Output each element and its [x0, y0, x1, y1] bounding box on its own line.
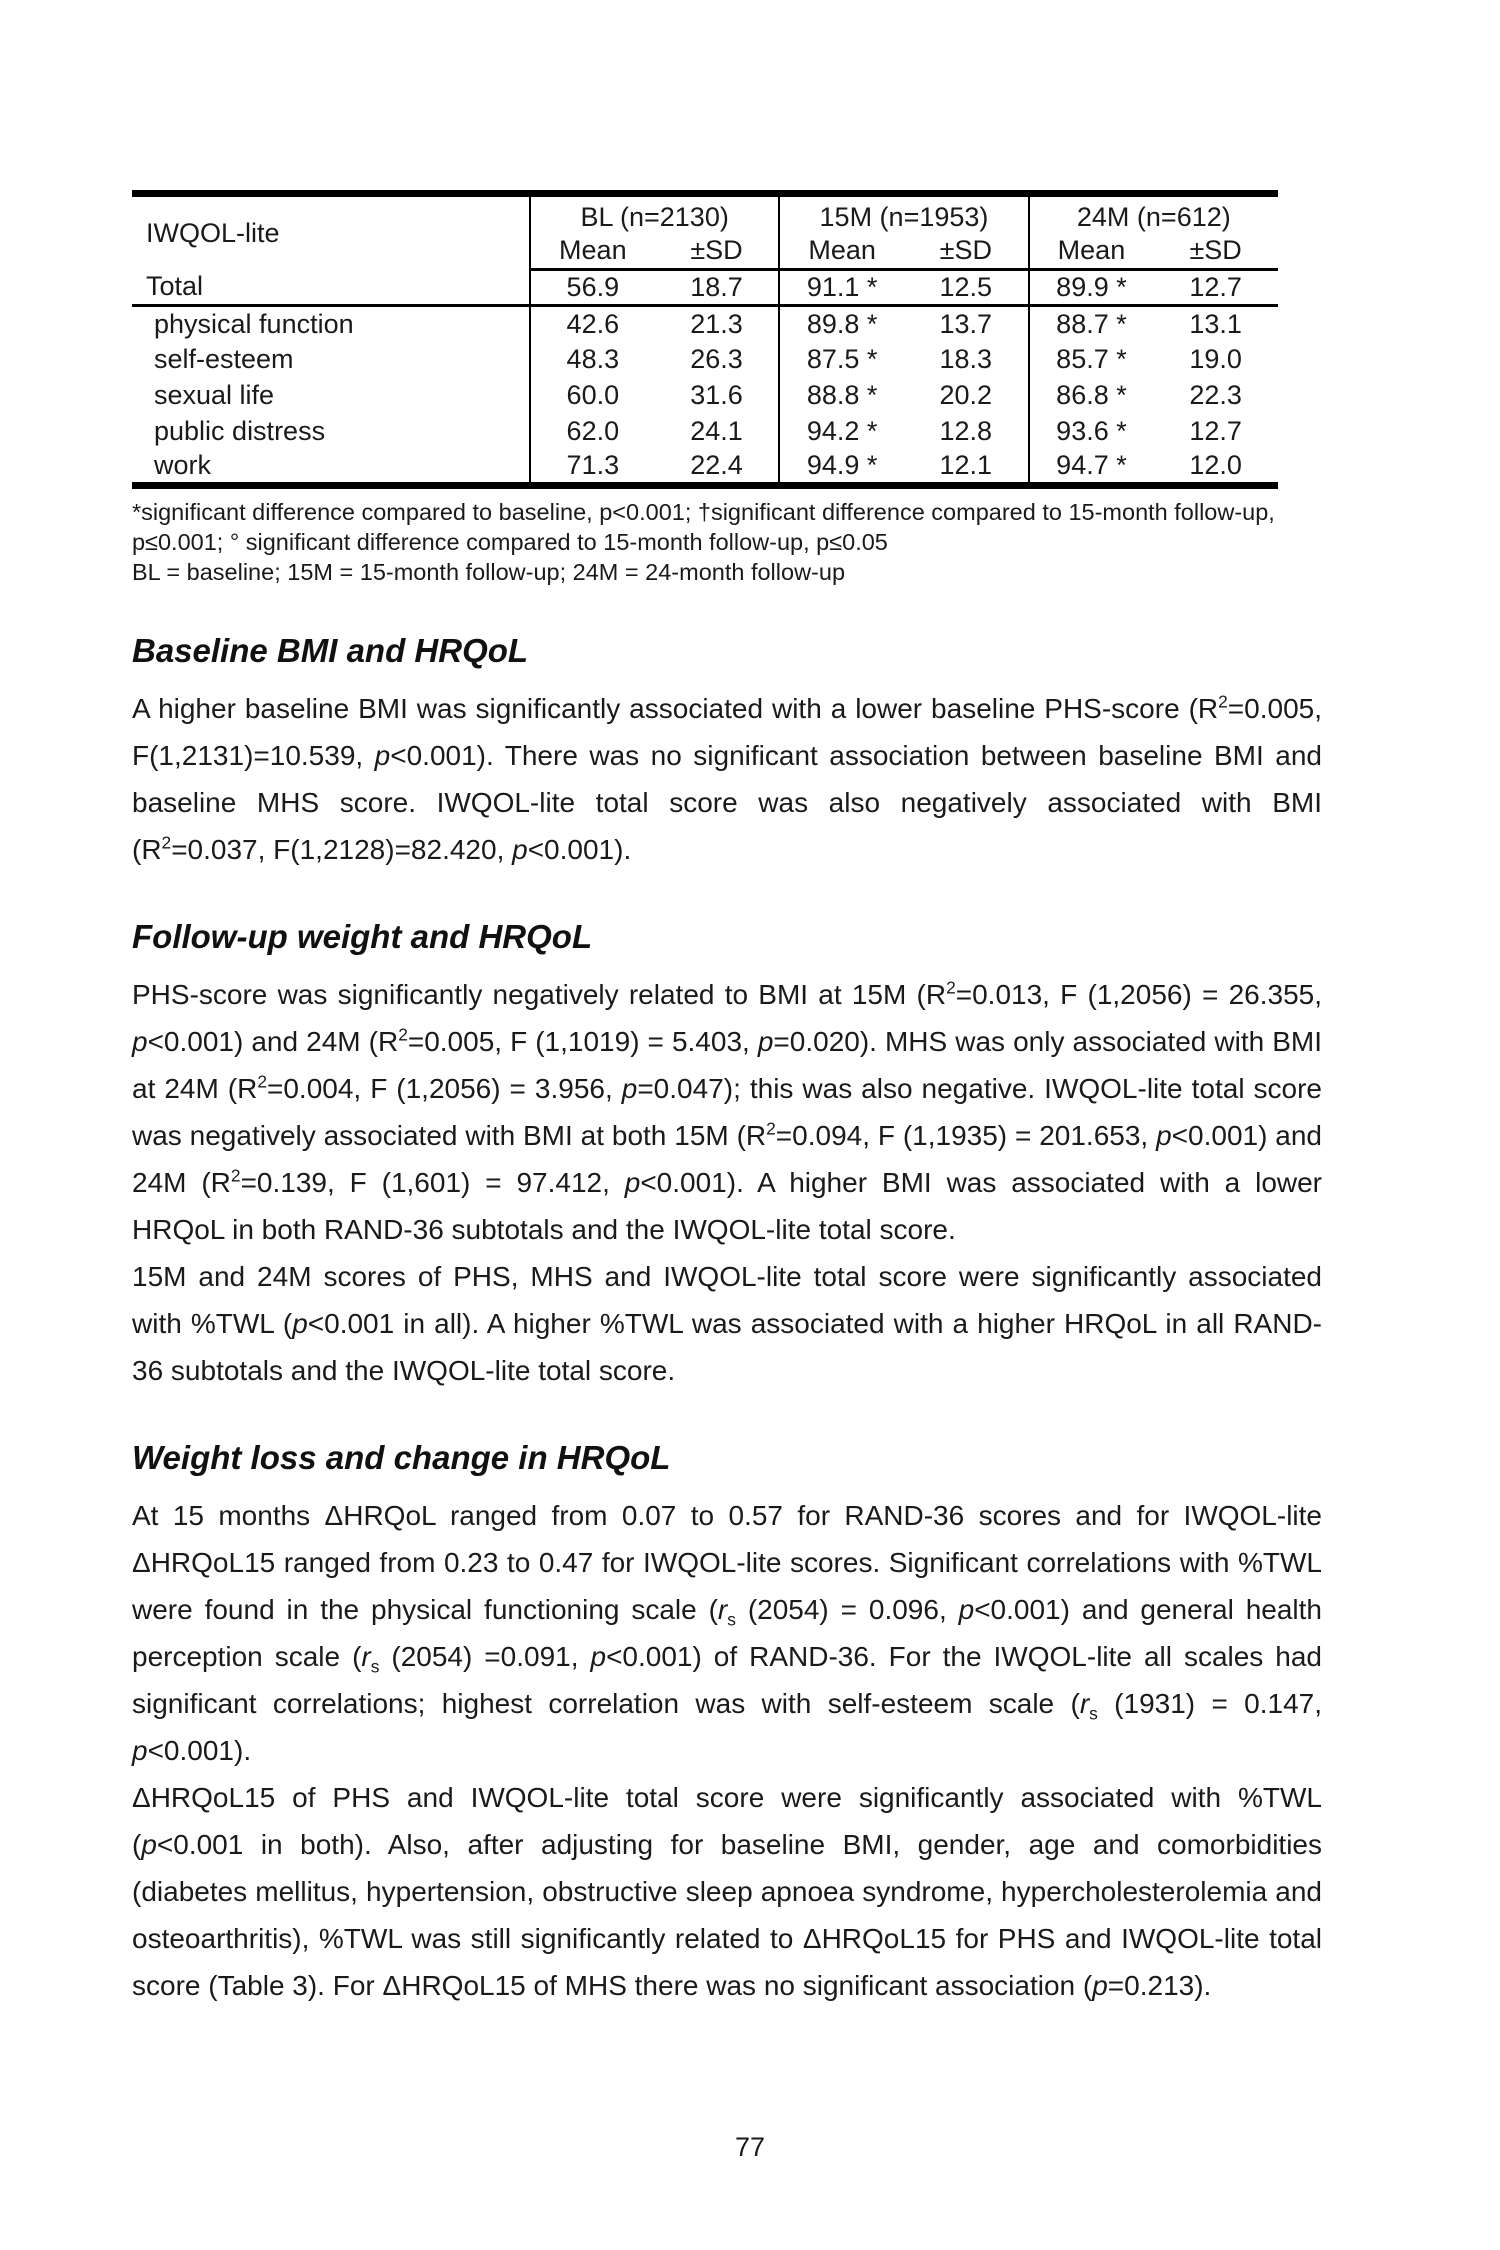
table-cell: 60.0: [530, 378, 655, 414]
iwqol-table: [132, 190, 1278, 489]
table-cell: 12.7: [1153, 270, 1278, 306]
table-cell: 93.6 *: [1029, 414, 1154, 450]
table-cell: 42.6: [530, 306, 655, 342]
table-subheader-mean: Mean: [530, 234, 655, 270]
row-label: sexual life: [154, 380, 275, 410]
table-cell: 62.0: [530, 414, 655, 450]
table-cell: 13.7: [939, 308, 993, 339]
paragraph: 15M and 24M scores of PHS, MHS and IWQOL-lite total score were significantly associated with %TWL (p<0.001 in all). A higher %TWL was associated with a higher HRQoL in all RAND-36 subtotals and the IWQOL-lite total score.: [132, 1261, 1322, 1386]
table-group-15m: 15M (n=1953): [779, 194, 1028, 234]
table-cell: 94.7 *: [1029, 450, 1154, 486]
page-number: 77: [734, 2132, 766, 2162]
table-cell: 88.8 *: [779, 378, 904, 414]
table-footnote: *significant difference compared to baseline, p<0.001; †significant difference compared to 15-month follow-up, p≤0.001; ° significant difference compared to 15-month follow-up, p≤0.05: [132, 499, 1275, 555]
table-group-header-row: [132, 194, 1278, 234]
table-cell: 12.1: [939, 450, 993, 481]
table-cell: 18.3: [939, 344, 993, 374]
paragraph: ΔHRQoL15 of PHS and IWQOL-lite total score were significantly associated with %TWL (p<0.001 in both). Also, after adjusting for baseline BMI, gender, age and comorbidities (diabetes mellitus, hypertension, obstructive sleep apnoea syndrome, hypercholesterolemia and osteoarthritis), %TWL was still significantly related to ΔHRQoL15 for PHS and IWQOL-lite total score (Table 3). For ΔHRQoL15 of MHS there was no significant association (p=0.213).: [132, 1782, 1322, 2001]
table-cell: 91.1 *: [779, 270, 904, 306]
table-row: [132, 270, 1278, 306]
section-heading-baseline-bmi: Baseline BMI and HRQoL: [132, 632, 529, 669]
table-body: [132, 270, 1278, 486]
table-cell: 22.4: [690, 450, 743, 481]
table-row: [132, 378, 1278, 414]
table-subheader-mean: Mean: [1029, 234, 1154, 270]
page-content: [132, 190, 1322, 2009]
table-cell: 89.9 *: [1029, 270, 1154, 306]
row-label: physical function: [154, 308, 354, 339]
table-cell: 24.1: [690, 416, 743, 446]
table-row: [132, 450, 1278, 486]
table-row: [132, 342, 1278, 378]
table-group-24m: 24M (n=612): [1029, 194, 1278, 234]
section-heading-followup-weight: Follow-up weight and HRQoL: [132, 918, 593, 955]
table-cell: 22.3: [1189, 380, 1242, 410]
table-cell: 19.0: [1189, 344, 1242, 374]
table-cell: 18.7: [655, 270, 780, 306]
table-row: [132, 306, 1278, 342]
table-cell: 21.3: [690, 308, 743, 339]
table-row: [132, 414, 1278, 450]
table-cell: 86.8 *: [1029, 378, 1154, 414]
table-cell: 13.1: [1189, 308, 1242, 339]
table-cell: 87.5 *: [779, 342, 904, 378]
table-cell: 71.3: [530, 450, 655, 486]
table-cell: 31.6: [690, 380, 743, 410]
table-group-bl: BL (n=2130): [530, 194, 779, 234]
table-cell: 26.3: [690, 344, 743, 374]
table-cell: 20.2: [939, 380, 993, 410]
row-label: Total: [132, 270, 530, 306]
section-heading-weight-loss: Weight loss and change in HRQoL: [132, 1439, 671, 1476]
table-cell: 12.0: [1189, 450, 1242, 481]
table-subheader-sd: ±SD: [655, 234, 780, 270]
table-footnotes: [132, 497, 1322, 587]
paragraph: A higher baseline BMI was significantly associated with a lower baseline PHS-score ($R^2=0.005$, F(1,2131)=10.539, p<0.001). There was no significant association between baseline BMI and baseline MHS score. IWQOL-lite total score was also negatively associated with BMI ($R^2=0.037$, F(1,2128)=82.420, p<0.001).: [132, 691, 1322, 865]
table-cell: 94.2 *: [779, 414, 904, 450]
table-subheader-sd: ±SD: [904, 234, 1029, 270]
table-header: [132, 194, 1278, 270]
table-corner-label: IWQOL-lite: [146, 217, 280, 248]
row-label: work: [154, 450, 212, 481]
paragraph: PHS-score was significantly negatively related to BMI at 15M ($R^2=0.013$, F (1,2056) = 26.355, p<0.001) and 24M ($R^2=0.005$, F (1,1019) = 5.403, p=0.020). MHS was only associated with BMI at 24M ($R^2=0.004$, F (1,2056) = 3.956, p=0.047); this was also negative. IWQOL-lite total score was negatively associated with BMI at both 15M ($R^2=0.094$, F (1,1935) = 201.653, p<0.001) and 24M ($R^2=0.139$, F (1,601) = 97.412, p<0.001). A higher BMI was associated with a lower HRQoL in both RAND-36 subtotals and the IWQOL-lite total score.: [132, 977, 1323, 1245]
table-cell: 89.8 *: [779, 306, 904, 342]
paragraph: At 15 months ΔHRQoL ranged from 0.07 to 0.57 for RAND-36 scores and for IWQOL-lite ΔHRQoL15 ranged from 0.23 to 0.47 for IWQOL-lite scores. Significant correlations with %TWL were found in the physical functioning scale ($r_s$ (2054) = 0.096, p<0.001) and general health perception scale ($r_s$ (2054) =0.091, p<0.001) of RAND-36. For the IWQOL-lite all scales had significant correlations; highest correlation was with self-esteem scale ($r_s$ (1931) = 0.147, p<0.001).: [132, 1500, 1323, 1766]
table-cell: 88.7 *: [1029, 306, 1154, 342]
table-cell: 12.7: [1189, 416, 1242, 446]
table-subheader-sd: ±SD: [1153, 234, 1278, 270]
row-label: self-esteem: [154, 344, 294, 374]
table-cell: 85.7 *: [1029, 342, 1154, 378]
table-cell: 48.3: [530, 342, 655, 378]
table-cell: 94.9 *: [779, 450, 904, 486]
table-subheader-mean: Mean: [779, 234, 904, 270]
table-cell: 12.5: [904, 270, 1029, 306]
table-cell: 56.9: [530, 270, 655, 306]
row-label: public distress: [154, 416, 326, 446]
table-footnote: BL = baseline; 15M = 15-month follow-up; 24M = 24-month follow-up: [132, 559, 846, 585]
table-cell: 12.8: [939, 416, 993, 446]
